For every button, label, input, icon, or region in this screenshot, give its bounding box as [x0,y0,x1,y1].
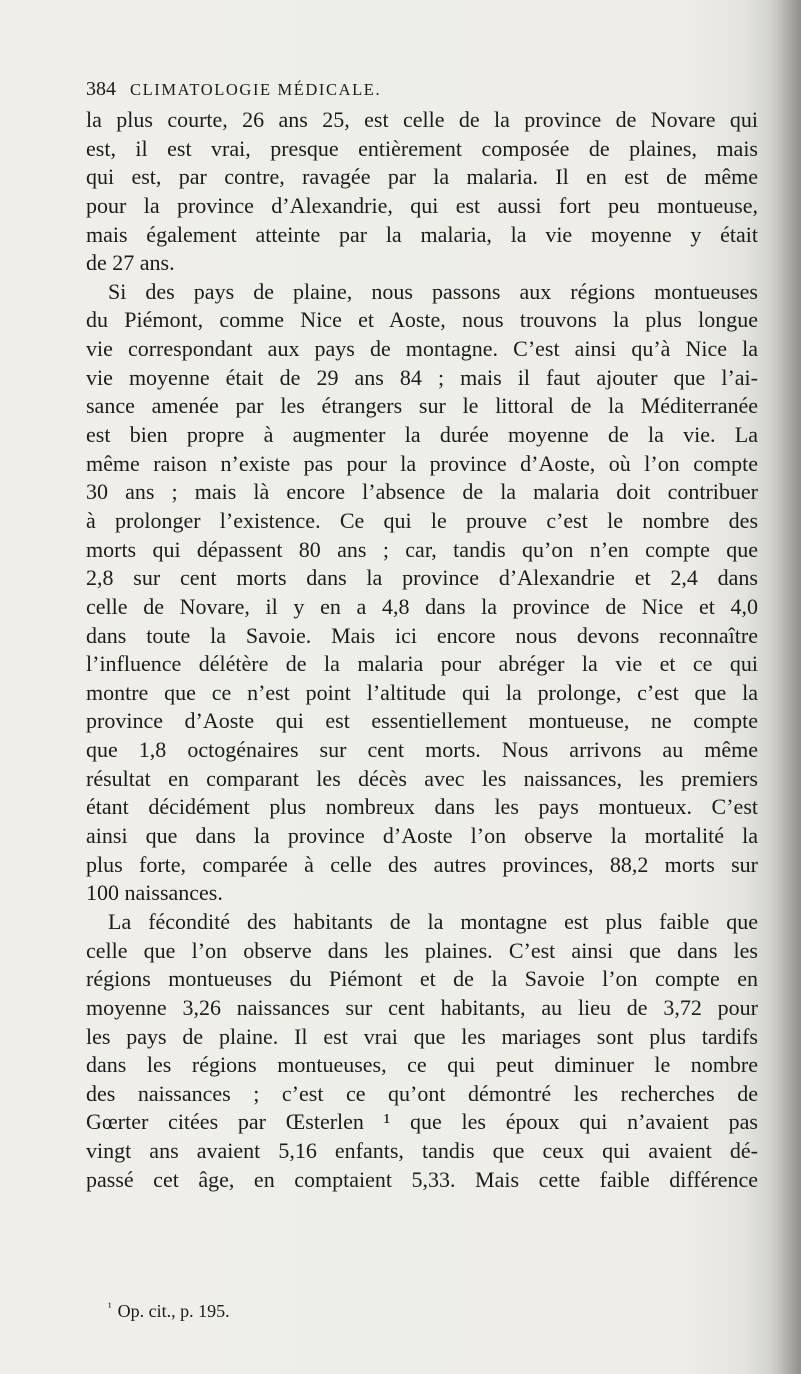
text-line: passé cet âge, en comptaient 5,33. Mais cette faible différence [86,1166,758,1192]
page-edge-shadow [771,0,801,1374]
text-line: vie moyenne était de 29 ans 84 ; mais il faut ajouter que l’ai- [86,364,758,390]
text-line: moyenne 3,26 naissances sur cent habitants, au lieu de 3,72 pour [86,994,758,1020]
text-line: du Piémont, comme Nice et Aoste, nous trouvons la plus longue [86,307,758,333]
text-line: mais également atteinte par la malaria, la vie moyenne y était [86,221,758,247]
text-line: ainsi que dans la province d’Aoste l’on observe la mortalité la [86,823,758,849]
text-line: celle de Novare, il y en a 4,8 dans la province de Nice et 4,0 [86,593,758,619]
footnote [108,1300,230,1322]
page-header [86,78,758,104]
text-line: dans les régions montueuses, ce qui peut diminuer le nombre [86,1052,758,1078]
text-line: plus forte, comparée à celle des autres provinces, 88,2 morts sur [86,851,758,877]
text-line: La fécondité des habitants de la montagne est plus faible que [108,908,758,934]
text-line: montre que ce n’est point l’altitude qui la prolonge, c’est que la [86,679,758,705]
text-line: étant décidément plus nombreux dans les pays montueux. C’est [86,794,758,820]
text-line: vingt ans avaient 5,16 enfants, tandis que ceux qui avaient dé- [86,1138,758,1164]
text-line: 30 ans ; mais là encore l’absence de la malaria doit contribuer [86,479,758,505]
text-line: est, il est vrai, presque entièrement composée de plaines, mais [86,135,758,161]
text-line: Gœrter citées par Œsterlen ¹ que les époux qui n’avaient pas [86,1109,758,1135]
running-title: CLIMATOLOGIE MÉDICALE. [130,80,382,99]
page-number: 384 [86,78,116,100]
text-line: dans toute la Savoie. Mais ici encore nous devons reconnaître [86,622,758,648]
text-line: 100 naissances. [86,880,223,906]
text-line: pour la province d’Alexandrie, qui est aussi fort peu montueuse, [86,192,758,218]
text-line: même raison n’existe pas pour la province d’Aoste, où l’on compte [86,450,758,476]
text-line: résultat en comparant les décès avec les naissances, les premiers [86,765,758,791]
text-line: vie correspondant aux pays de montagne. C’est ainsi qu’à Nice la [86,336,758,362]
text-line: que 1,8 octogénaires sur cent morts. Nous arrivons au même [86,737,758,763]
text-line: 2,8 sur cent morts dans la province d’Alexandrie et 2,4 dans [86,565,758,591]
text-line: des naissances ; c’est ce qu’ont démontré les recherches de [86,1080,758,1106]
text-line: Si des pays de plaine, nous passons aux régions montueuses [108,278,758,304]
text-line: l’influence délétère de la malaria pour abréger la vie et ce qui [86,651,758,677]
text-line: sance amenée par les étrangers sur le littoral de la Méditerranée [86,393,758,419]
footnote-marker: ¹ [108,1300,112,1314]
text-line: à prolonger l’existence. Ce qui le prouve c’est le nombre des [86,507,758,533]
text-line: est bien propre à augmenter la durée moyenne de la vie. La [86,422,758,448]
body-text [86,106,758,1194]
text-line: de 27 ans. [86,250,175,276]
text-line: province d’Aoste qui est essentiellement montueuse, ne compte [86,708,758,734]
text-line: morts qui dépassent 80 ans ; car, tandis qu’on n’en compte que [86,536,758,562]
text-line: la plus courte, 26 ans 25, est celle de la province de Novare qui [86,107,758,132]
text-line: qui est, par contre, ravagée par la malaria. Il en est de même [86,164,758,190]
text-line: celle que l’on observe dans les plaines. C’est ainsi que dans les [86,937,758,963]
text-line: régions montueuses du Piémont et de la Savoie l’on compte en [86,966,758,992]
text-line: les pays de plaine. Il est vrai que les mariages sont plus tardifs [86,1023,758,1049]
footnote-text: Op. cit., p. 195. [117,1301,230,1321]
